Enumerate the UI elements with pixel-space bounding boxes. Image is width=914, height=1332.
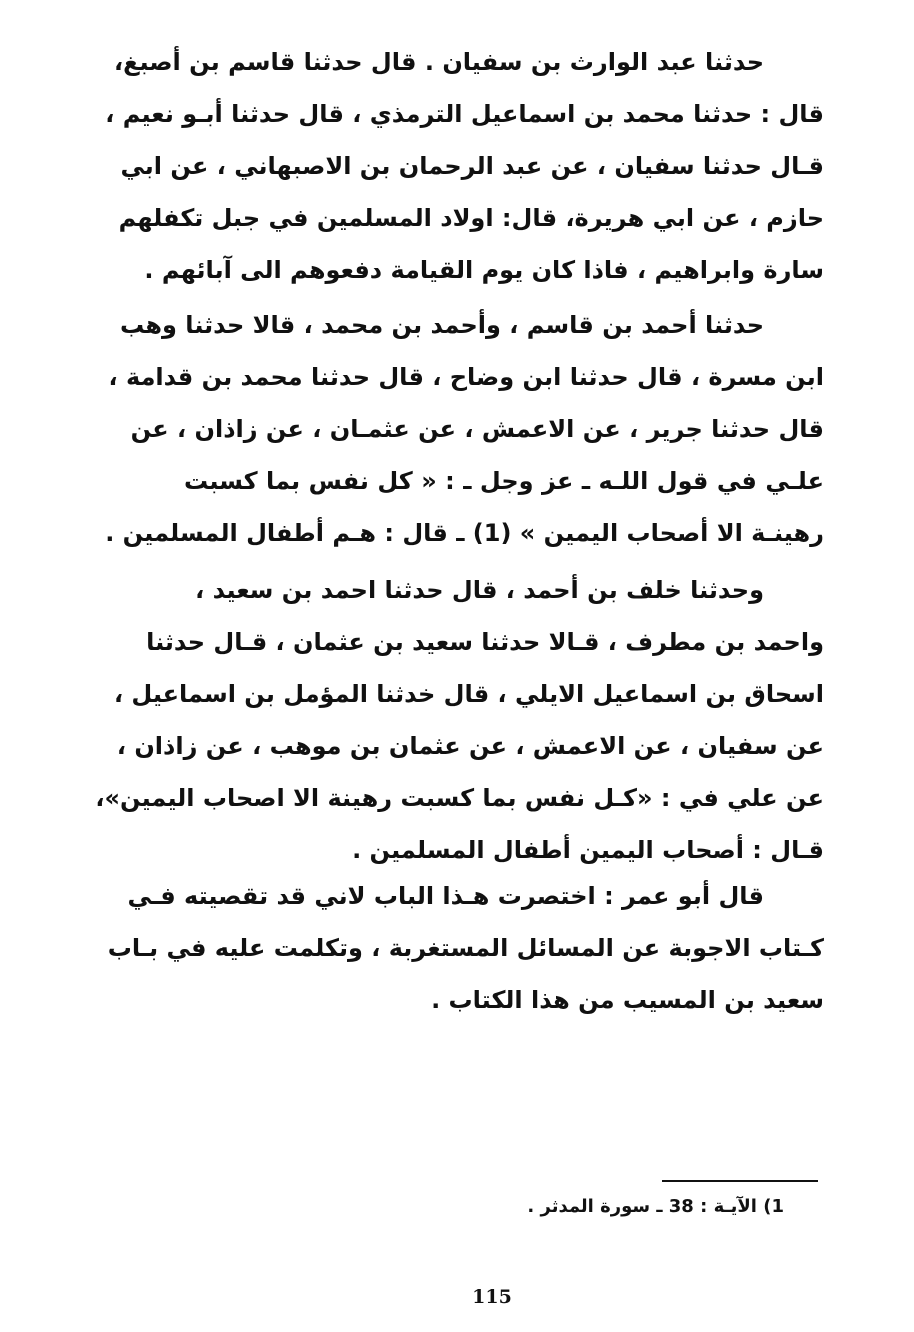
footnote-divider — [662, 1180, 818, 1182]
paragraph-1 — [105, 36, 824, 296]
paragraph-line: سعيد بن المسيب من هذا الكتاب . — [431, 986, 824, 1014]
paragraph-line: حازم ، عن ابي هريرة، قال: اولاد المسلمين في جبل تكفلهم — [118, 204, 824, 232]
paragraph-line: حدثنا أحمد بن قاسم ، وأحمد بن محمد ، قالا حدثنا وهب — [119, 311, 764, 339]
paragraph-3 — [95, 564, 824, 876]
footnote: 1) الآيـة : 38 ـ سورة المدثر . — [527, 1196, 784, 1217]
paragraph-line: اسحاق بن اسماعيل الايلي ، قال خدثنا المؤمل بن اسماعيل ، — [113, 680, 824, 708]
paragraph-line: قال حدثنا جرير ، عن الاعمش ، عن عثمـان ، عن زاذان ، عن — [130, 415, 824, 443]
paragraph-line: ابن مسرة ، قال حدثنا ابن وضاح ، قال حدثنا محمد بن قدامة ، — [108, 363, 824, 391]
paragraph-line: قـال حدثنا سفيان ، عن عبد الرحمان بن الاصبهاني ، عن ابي — [120, 152, 824, 180]
paragraph-2 — [105, 299, 824, 559]
paragraph-line: قـال : أصحاب اليمين أطفال المسلمين . — [352, 836, 824, 864]
paragraph-line: سارة وابراهيم ، فاذا كان يوم القيامة دفعوهم الى آبائهم . — [144, 256, 824, 284]
paragraph-line: عن سفيان ، عن الاعمش ، عن عثمان بن موهب ، عن زاذان ، — [116, 732, 824, 760]
paragraph-line: علـي في قول اللـه ـ عز وجل ـ : « كل نفس بما كسبت — [184, 467, 824, 495]
paragraph-line: قال أبو عمر : اختصرت هـذا الباب لاني قد تقصيته فـي — [127, 882, 764, 910]
paragraph-line: وحدثنا خلف بن أحمد ، قال حدثنا احمد بن سعيد ، — [195, 576, 764, 604]
paragraph-line: قال : حدثنا محمد بن اسماعيل الترمذي ، قال حدثنا أبـو نعيم ، — [105, 100, 824, 128]
paragraph-line: واحمد بن مطرف ، قـالا حدثنا سعيد بن عثمان ، قـال حدثنا — [146, 628, 824, 656]
paragraph-line: عن علي في : «كـل نفس بما كسبت رهينة الا اصحاب اليمين»، — [95, 784, 824, 812]
paragraph-line: حدثنا عبد الوارث بن سفيان . قال حدثنا قاسم بن أصبغ، — [114, 48, 764, 76]
paragraph-line: كـتاب الاجوبة عن المسائل المستغربة ، وتكلمت عليه في بـاب — [107, 934, 824, 962]
paragraph-line: رهينـة الا أصحاب اليمين » (1) ـ قال : هـم أطفال المسلمين . — [105, 519, 824, 547]
paragraph-4 — [107, 870, 824, 1026]
page-number: 115 — [472, 1286, 512, 1308]
